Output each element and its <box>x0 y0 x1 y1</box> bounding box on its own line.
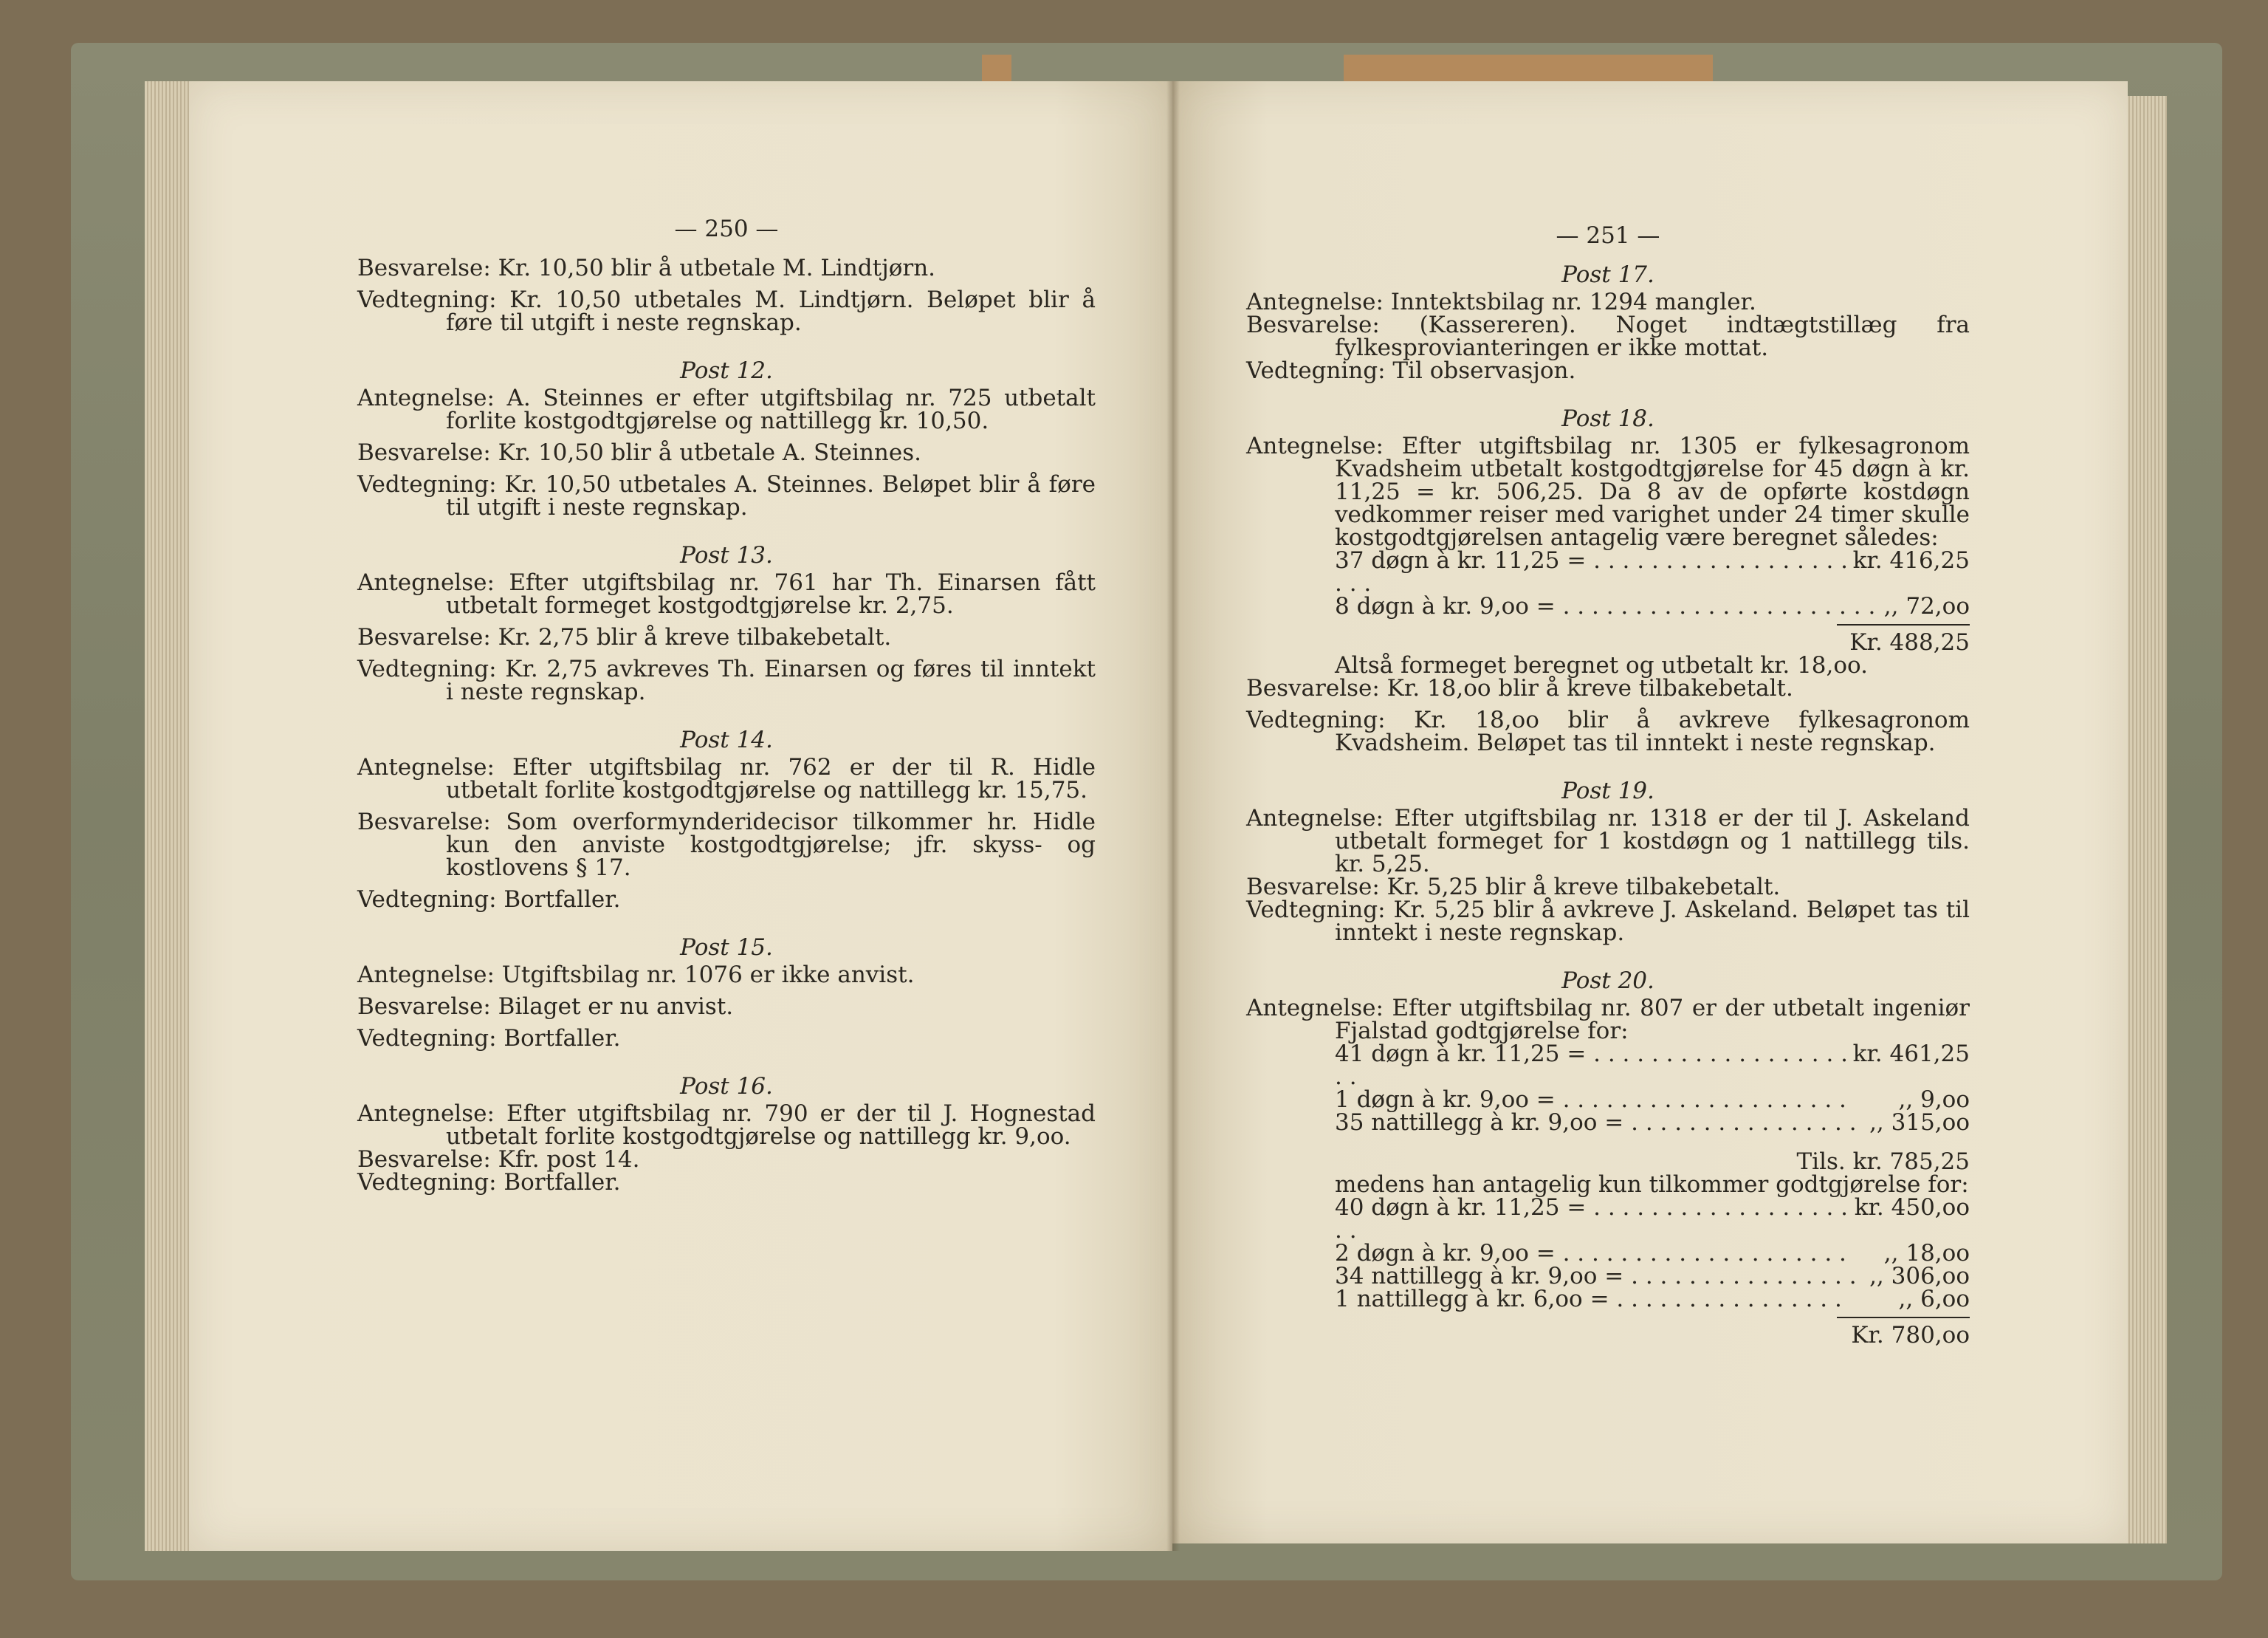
calc-amount: kr. 416,25 <box>1852 547 1970 574</box>
calc-amount: kr. 461,25 <box>1852 1041 1970 1067</box>
post-title: Post 16. <box>680 1073 773 1100</box>
antegnelse: Antegnelse: Inntektsbilag nr. 1294 mangler. <box>1246 289 1756 315</box>
calc-label: 37 døgn à kr. 11,25 = . . . . . . . . . . . . . . . . . . . . . <box>1335 547 1849 597</box>
calc-total: Kr. 488,25 <box>1837 624 1970 654</box>
left-page-text <box>357 218 1096 1194</box>
post-title: Post 17. <box>1561 261 1654 288</box>
besvarelse: Besvarelse: Kr. 5,25 blir å kreve tilbakebetalt. <box>1246 874 1781 900</box>
vedtegning: Vedtegning: Kr. 10,50 utbetales M. Lindtjørn. Beløpet blir å føre til utgift i neste regnskap. <box>357 287 1096 336</box>
calc-conclusion: Altså formeget beregnet og utbetalt kr. 18,oo. <box>1335 652 1869 679</box>
right-page-text <box>1246 222 1970 1349</box>
calculation <box>1246 549 1970 677</box>
besvarelse: Besvarelse: Kr. 18,oo blir å kreve tilbakebetalt. <box>1246 675 1793 702</box>
besvarelse: Besvarelse: (Kassereren). Noget indtægtstillæg fra fylkesprovianteringen er ikke mottat. <box>1246 312 1970 361</box>
calc-label: 40 døgn à kr. 11,25 = . . . . . . . . . . . . . . . . . . . . <box>1335 1194 1849 1244</box>
antegnelse: Antegnelse: Efter utgiftsbilag nr. 807 er der utbetalt ingeniør Fjalstad godtgjørelse for: <box>1246 995 1970 1044</box>
calc-row <box>1335 1086 1970 1113</box>
calc-total: Kr. 780,oo <box>1837 1317 1970 1347</box>
calc-row <box>1335 1265 1970 1288</box>
page-edges-left <box>145 81 189 1551</box>
post-title: Post 15. <box>680 934 773 961</box>
antegnelse: Antegnelse: Utgiftsbilag nr. 1076 er ikke anvist. <box>357 962 915 988</box>
post-title: Post 12. <box>680 357 773 384</box>
calc-amount: ,, 18,oo <box>1883 1240 1970 1267</box>
vedtegning: Vedtegning: Kr. 10,50 utbetales A. Steinnes. Beløpet blir å føre til utgift i neste regnskap. <box>357 471 1096 521</box>
besvarelse: Besvarelse: Kr. 10,50 blir å utbetale M. Lindtjørn. <box>357 255 936 281</box>
antegnelse: Antegnelse: Efter utgiftsbilag nr. 761 har Th. Einarsen fått utbetalt formeget kostgodtgjørelse kr. 2,75. <box>357 569 1096 619</box>
calc-label: 2 døgn à kr. 9,oo = . . . . . . . . . . . . . . . . . . . . <box>1335 1240 1846 1267</box>
calc-row <box>1335 1242 1970 1265</box>
calc-amount: ,, 72,oo <box>1883 593 1970 620</box>
besvarelse: Besvarelse: Som overformynderidecisor tilkommer hr. Hidle kun den anviste kostgodtgjørelse; jfr. skyss- og kostlovens § 17. <box>357 809 1096 881</box>
besvarelse: Besvarelse: Kfr. post 14. <box>357 1146 640 1173</box>
antegnelse: Antegnelse: A. Steinnes er efter utgiftsbilag nr. 725 utbetalt forlite kostgodtgjørelse og nattillegg kr. 10,50. <box>357 385 1096 434</box>
vedtegning: Vedtegning: Bortfaller. <box>357 1169 621 1196</box>
calc-row <box>1335 1196 1970 1242</box>
post-title: Post 19. <box>1561 778 1654 804</box>
book-gutter <box>1166 81 1180 1551</box>
post-title: Post 18. <box>1561 405 1654 432</box>
vedtegning: Vedtegning: Bortfaller. <box>357 1025 621 1052</box>
besvarelse: Besvarelse: Bilaget er nu anvist. <box>357 993 734 1020</box>
calc-amount: kr. 450,oo <box>1854 1194 1970 1221</box>
page-number: — 250 — <box>674 216 779 242</box>
calculation <box>1246 1043 1970 1347</box>
antegnelse: Antegnelse: Efter utgiftsbilag nr. 1318 er der til J. Askeland utbetalt formeget for 1 kostdøgn og 1 nattillegg tils. kr. 5,25. <box>1246 805 1970 877</box>
calc-row <box>1335 1043 1970 1089</box>
antegnelse: Antegnelse: Efter utgiftsbilag nr. 762 er der til R. Hidle utbetalt forlite kostgodtgjørelse og nattillegg kr. 15,75. <box>357 754 1096 803</box>
calc-label: 1 nattillegg à kr. 6,oo = . . . . . . . . . . . . . . . . <box>1335 1286 1842 1312</box>
calc-amount: ,, 6,oo <box>1898 1286 1970 1312</box>
calc-row <box>1335 1288 1970 1311</box>
calc-note: medens han antagelig kun tilkommer godtgjørelse for: <box>1335 1171 1969 1198</box>
antegnelse: Antegnelse: Efter utgiftsbilag nr. 790 er der til J. Hognestad utbetalt forlite kostgodtgjørelse og nattillegg kr. 9,oo. <box>357 1100 1096 1150</box>
calc-amount: ,, 9,oo <box>1898 1086 1970 1113</box>
calc-label: 1 døgn à kr. 9,oo = . . . . . . . . . . . . . . . . . . . . <box>1335 1086 1846 1113</box>
besvarelse: Besvarelse: Kr. 2,75 blir å kreve tilbakebetalt. <box>357 624 892 651</box>
bookmark-tab <box>982 55 1011 81</box>
calc-label: 41 døgn à kr. 11,25 = . . . . . . . . . . . . . . . . . . . . <box>1335 1041 1849 1090</box>
besvarelse: Besvarelse: Kr. 10,50 blir å utbetale A. Steinnes. <box>357 439 921 466</box>
calc-label: 8 døgn à kr. 9,oo = . . . . . . . . . . . . . . . . . . . . . . <box>1335 593 1876 620</box>
vedtegning: Vedtegning: Kr. 5,25 blir å avkreve J. Askeland. Beløpet tas til inntekt i neste regnskap. <box>1246 897 1970 946</box>
bookmark-tab <box>1344 55 1713 81</box>
calc-amount: ,, 306,oo <box>1869 1263 1970 1289</box>
post-title: Post 14. <box>680 727 773 753</box>
vedtegning: Vedtegning: Til observasjon. <box>1246 357 1576 384</box>
calc-amount: ,, 315,oo <box>1869 1109 1970 1136</box>
calc-label: 35 nattillegg à kr. 9,oo = . . . . . . . . . . . . . . . . <box>1335 1109 1857 1136</box>
page-edges-right <box>2126 96 2167 1543</box>
vedtegning: Vedtegning: Bortfaller. <box>357 886 621 913</box>
calc-subtotal: Tils. kr. 785,25 <box>1796 1148 1970 1175</box>
antegnelse: Antegnelse: Efter utgiftsbilag nr. 1305 er fylkesagronom Kvadsheim utbetalt kostgodtgjørelse for 45 døgn à kr. 11,25 = kr. 506,25. Da 8 av de opførte kostdøgn vedkommer reiser med varighet under 24 timer skulle kostgodtgjørelsen antagelig være beregnet således: <box>1246 433 1970 551</box>
vedtegning: Vedtegning: Kr. 2,75 avkreves Th. Einarsen og føres til inntekt i neste regnskap. <box>357 656 1096 705</box>
calc-row <box>1335 549 1970 595</box>
vedtegning: Vedtegning: Kr. 18,oo blir å avkreve fylkesagronom Kvadsheim. Beløpet tas til inntekt i neste regnskap. <box>1246 707 1970 756</box>
page-number: — 251 — <box>1556 222 1660 249</box>
post-title: Post 13. <box>680 542 773 569</box>
calc-row <box>1335 595 1970 618</box>
post-title: Post 20. <box>1561 967 1654 994</box>
calc-row <box>1335 1111 1970 1134</box>
calc-label: 34 nattillegg à kr. 9,oo = . . . . . . . . . . . . . . . . <box>1335 1263 1857 1289</box>
